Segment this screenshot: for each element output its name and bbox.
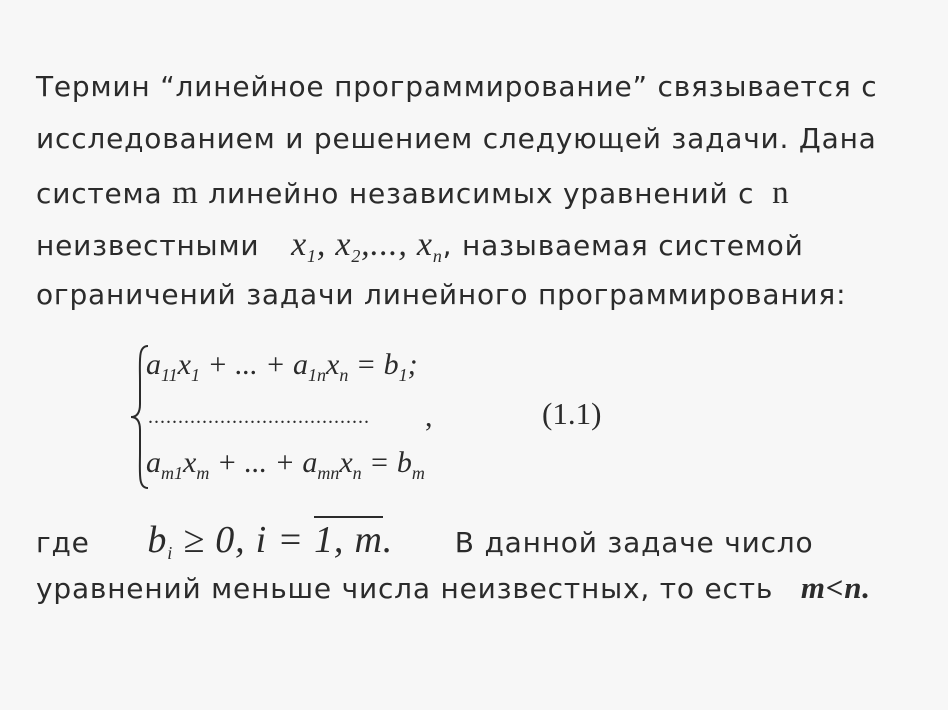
- condition-formula: $b_i \ge 0$, i = 1, m.: [147, 519, 393, 561]
- text-line-5: ограничений задачи линейного программирования:: [36, 278, 847, 311]
- text-line-4: [36, 226, 804, 267]
- text-line-2: исследованием и решением следующей задачи. Дана: [36, 122, 877, 155]
- text-in-task: В данной задаче число: [454, 526, 814, 559]
- text-line-7: [36, 570, 871, 606]
- var-n: n: [772, 175, 790, 211]
- text-linear: линейно независимых уравнений с: [208, 177, 755, 210]
- text-line-3: [36, 175, 789, 212]
- equation-number: (1.1): [542, 396, 602, 431]
- equation-system: [128, 342, 608, 492]
- text-line-1: Термин “линейное программирование” связывается с: [36, 70, 878, 103]
- inequality-mn: m<n.: [800, 570, 871, 605]
- unknowns-formula: $x_1$, $x_2$,..., $x_n$: [291, 226, 443, 266]
- text-equations-less: уравнений меньше числа неизвестных, то есть: [36, 572, 774, 605]
- text-system: система: [36, 177, 163, 210]
- var-m: m: [172, 175, 199, 211]
- equation-first: $a_{11}x_1$ + ... + $a_{1n}x_n = b_1$;: [146, 348, 418, 385]
- text-where: где: [36, 526, 90, 559]
- text-unknowns: неизвестными: [36, 229, 260, 262]
- text-called: , называемая системой: [442, 229, 804, 262]
- text-line-6: [36, 518, 813, 564]
- equation-last: $a_{m1}x_m$ + ... + $a_{mn}x_n = b_m$: [146, 446, 425, 483]
- system-comma: ,: [425, 400, 433, 433]
- equation-dots: .....................................: [148, 406, 370, 428]
